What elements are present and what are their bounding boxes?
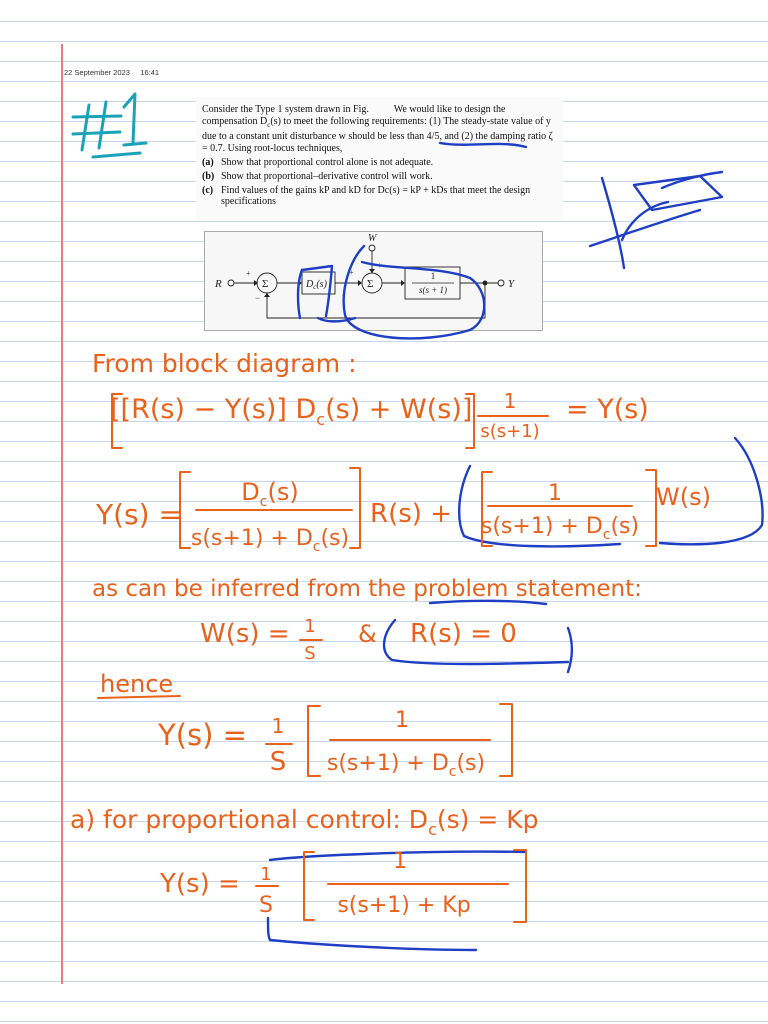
requirement-item: (a) Show that proportional control alone is not adequate. [202, 157, 434, 169]
requirement-item: (c) Find values of the gains kP and kD for Dc(s) = kP + kDs that meet the design specifications [202, 184, 531, 208]
date-text: 22 September 2023 [64, 68, 130, 77]
note-line-2: as can be inferred from the problem statement: [92, 576, 642, 602]
disturbance-label: W [368, 233, 377, 244]
eq5-den: S [259, 893, 273, 918]
eq5-num: 1 [260, 864, 272, 885]
eq1-numerator: 1 [503, 389, 517, 413]
eq3-frac-den: S [304, 643, 316, 664]
orange-notes [70, 349, 711, 918]
note-line-1: From block diagram : [92, 349, 357, 378]
controller-label: $D_c(s)$ [306, 279, 327, 291]
eq4-inner-num: 1 [395, 708, 409, 733]
problem-intro: Consider the Type 1 system drawn in Fig. We would like to design the compensation $D_c(s)$ to meet the following requirements: (1) The steady-state value of y due to a constant unit disturbance w should be less than 4/5, and (2) the damping ratio ζ = 0.7. Using root-locus techniques, [202, 104, 553, 154]
eq3-frac-num: 1 [304, 616, 316, 637]
input-label: R [215, 278, 222, 290]
output-label: Y [508, 278, 515, 290]
eq2-numerator-2: 1 [548, 481, 562, 506]
loop-stroke [344, 246, 485, 338]
svg-text:+: + [377, 261, 382, 270]
eq2-denominator-2: $s(s+1) + D_c(s)$ [480, 514, 640, 543]
eq3-w: W(s) = [200, 619, 290, 649]
eq5-inner-num: 1 [393, 849, 407, 874]
minus-sign: − [255, 293, 261, 303]
plus-sign: + [246, 269, 251, 278]
svg-text:Σ: Σ [367, 278, 374, 290]
eq3-and: & [358, 620, 377, 648]
eq2-lhs: Y(s) = [96, 498, 182, 531]
heading-mark [73, 94, 146, 157]
eq2-r: R(s) + [370, 499, 452, 529]
eq5-inner-den: s(s+1) + Kp [337, 893, 471, 918]
eq3-r: R(s) = 0 [410, 619, 517, 649]
eq4-num: 1 [271, 714, 285, 738]
eq1-denominator: s(s+1) [480, 421, 540, 442]
eq2-numerator: $D_c(s)$ [241, 478, 299, 510]
eq1-rhs: = Y(s) [566, 394, 649, 425]
eq2-w: W(s) [656, 483, 711, 511]
eq4-lhs: Y(s) = [158, 718, 247, 752]
svg-text:Σ: Σ [262, 278, 269, 290]
svg-text:+: + [349, 268, 354, 277]
plant-denominator: s(s + 1) [418, 285, 448, 295]
note-line-3: hence [100, 670, 174, 698]
eq4-den: S [269, 747, 287, 777]
heading-text: #1 [0, 0, 2, 1]
time-text: 16:41 [140, 68, 160, 77]
note-line-4: a) for proportional control: $D_c(s) = Kp$ [70, 805, 539, 839]
requirement-item: (b) Show that proportional–derivative control will work. [202, 170, 433, 182]
eq2-denominator: $s(s+1) + D_c(s)$ [190, 526, 350, 555]
eq5-lhs: Y(s) = [160, 869, 240, 899]
eq4-inner-den: $s(s+1) + D_c(s)$ [326, 751, 486, 780]
eq1-bracket: [[R(s) − Y(s)] $D_c(s) + W(s)$] [110, 394, 473, 429]
plant-numerator: 1 [430, 271, 436, 281]
underline-stroke [440, 143, 526, 147]
